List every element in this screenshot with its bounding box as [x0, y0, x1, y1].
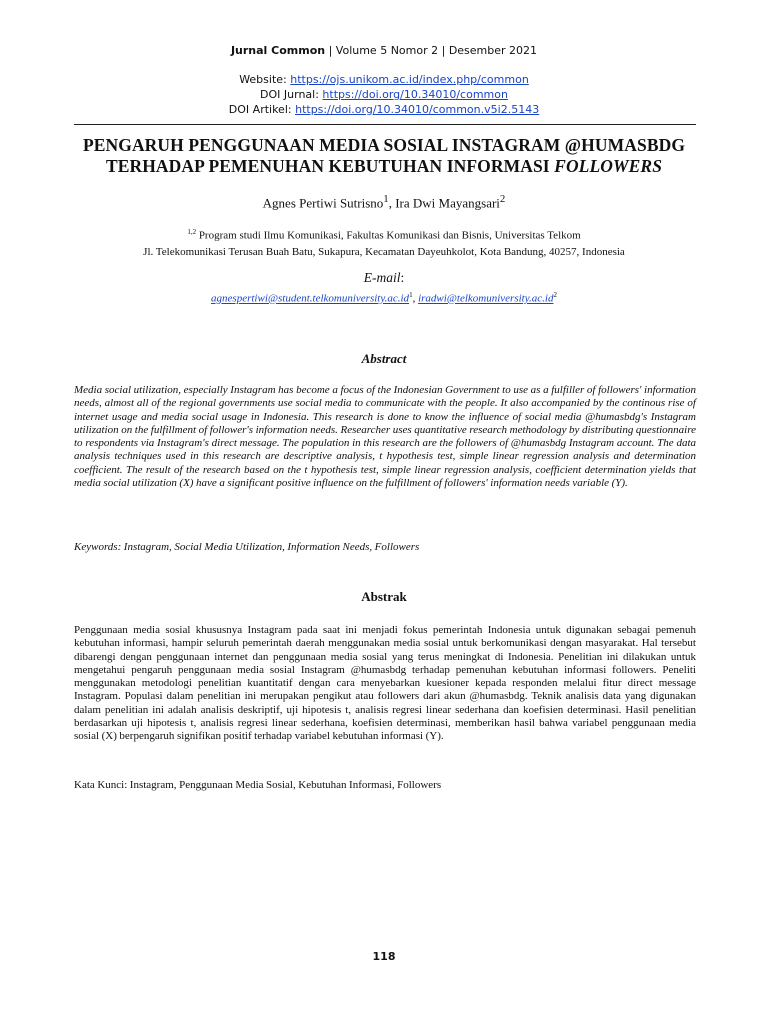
- affiliation-sup: 1,2: [187, 228, 197, 236]
- header-divider: [74, 124, 696, 125]
- journal-issue-line: [0, 44, 768, 58]
- abstrak-heading: Abstrak: [361, 589, 407, 604]
- journal-issue: | Volume 5 Nomor 2 | Desember 2021: [325, 44, 538, 57]
- abstrak-body: Penggunaan media sosial khususnya Instagram pada saat ini menjadi fokus pemerintah Indonesia untuk digunakan sebagai pemenuh kebutuhan informasi, hampir seluruh pemerintah daerah menggunakan media sosial untuk berkomunikasi dengan masyarakat. Hal tersebut dibarengi dengan penggunaan internet dan penggunaan media sosial yang terus meningkat di Indonesia. Penelitian ini dilakukan untuk mengetahui pengaruh penggunaan media sosial Instagram @humasbdg terhadap pemenuhan kebutuhan informasi followers. Peneliti menggunakan metodologi penelitian kuantitatif dengan cara menyebarkan kuesioner kepada responden melalui fitur direct message Instagram. Populasi dalam penelitian ini merupakan pengikut atau followers dari akun @humasbdg. Teknik analisis data yang digunakan dalam penelitian ini adalah analisis deskriptif, uji hipotesis t, analisis regresi linear sederhana dan koefisien determinasi. Hasil penelitian berdasarkan uji hipotesis t, analisis regresi linear sederhana, koefisien determinasi, memberikan hasil bahwa variabel penggunaan media sosial (X) berpengaruh signifikan positif terhadap variabel kebutuhan informasi (Y).: [74, 624, 696, 743]
- abstract-body: Media social utilization, especially Instagram has become a focus of the Indonesian Government to use as a fulfiller of followers' information needs, almost all of the regional governments use social media to communicate with the people. It also accompanied by the continous rise of internet usage and media social usage in Indonesia. This research is done to know the influence of social media @humasbdg's Instagram utilization on the fulfillment of follower's information needs. Researcher uses quantitative research methodology by distributing questionnaire to respondents via Instagram's direct message. The population in this research are the followers of @humasbdg Instagram account. The data analysis techniques used in this research are descriptive analysis, t hypothesis test, simple linear regression analysis and determination coefficient. The result of the research based on the t hypothesis test, simple linear regression analysis, coefficient determination yields that media social utilization (X) have a significant positive influence on the fulfillment of followers' information needs variable (Y).: [74, 384, 696, 490]
- website-link[interactable]: https://ojs.unikom.ac.id/index.php/common: [290, 73, 529, 86]
- email-1-sup: 1: [409, 291, 413, 299]
- title-line-2-prefix: TERHADAP PEMENUHAN KEBUTUHAN INFORMASI: [105, 156, 555, 176]
- email-2-sup: 2: [553, 291, 557, 299]
- journal-name: Jurnal Common: [230, 44, 326, 57]
- abstract-keywords: Keywords: Instagram, Social Media Utilization, Information Needs, Followers: [74, 541, 420, 553]
- doi-article-link[interactable]: https://doi.org/10.34010/common.v5i2.5143: [295, 103, 540, 116]
- authors: [40, 191, 728, 211]
- email-heading: [40, 270, 728, 286]
- article-title: [40, 135, 728, 177]
- email-colon: :: [400, 270, 405, 285]
- author-separator: ,: [388, 195, 396, 211]
- doi-article-line: [0, 103, 768, 117]
- email-link-2[interactable]: iradwi@telkomuniversity.ac.id: [418, 292, 554, 305]
- website-label: Website:: [239, 73, 291, 86]
- title-line-2-italic: FOLLOWERS: [554, 156, 663, 176]
- author-1: Agnes Pertiwi Sutrisno: [262, 195, 384, 211]
- website-line: [0, 73, 768, 87]
- affiliation: [40, 224, 728, 260]
- email-separator: ,: [412, 292, 419, 305]
- author-2: Ira Dwi Mayangsari: [395, 195, 500, 211]
- abstrak-keywords: Kata Kunci: Instagram, Penggunaan Media Sosial, Kebutuhan Informasi, Followers: [74, 779, 442, 791]
- doi-journal-label: DOI Jurnal:: [260, 88, 323, 101]
- doi-journal-link[interactable]: https://doi.org/10.34010/common: [322, 88, 508, 101]
- affiliation-line-2: Jl. Telekomunikasi Terusan Buah Batu, Sukapura, Kecamatan Dayeuhkolot, Kota Bandung, 40257, Indonesia: [143, 245, 625, 258]
- author-1-sup: 1: [383, 193, 389, 205]
- email-link-1[interactable]: agnespertiwi@student.telkomuniversity.ac.id: [211, 292, 410, 305]
- email-label: E-mail: [363, 270, 401, 285]
- title-line-1: PENGARUH PENGGUNAAN MEDIA SOSIAL INSTAGRAM @HUMASBDG: [82, 135, 686, 155]
- affiliation-line-1: Program studi Ilmu Komunikasi, Fakultas Komunikasi dan Bisnis, Universitas Telkom: [196, 229, 581, 242]
- author-2-sup: 2: [499, 193, 506, 205]
- doi-journal-line: [0, 88, 768, 102]
- email-list: [40, 288, 728, 306]
- abstract-heading: Abstract: [361, 351, 407, 366]
- page-number: 118: [372, 950, 396, 963]
- doi-article-label: DOI Artikel:: [228, 103, 296, 116]
